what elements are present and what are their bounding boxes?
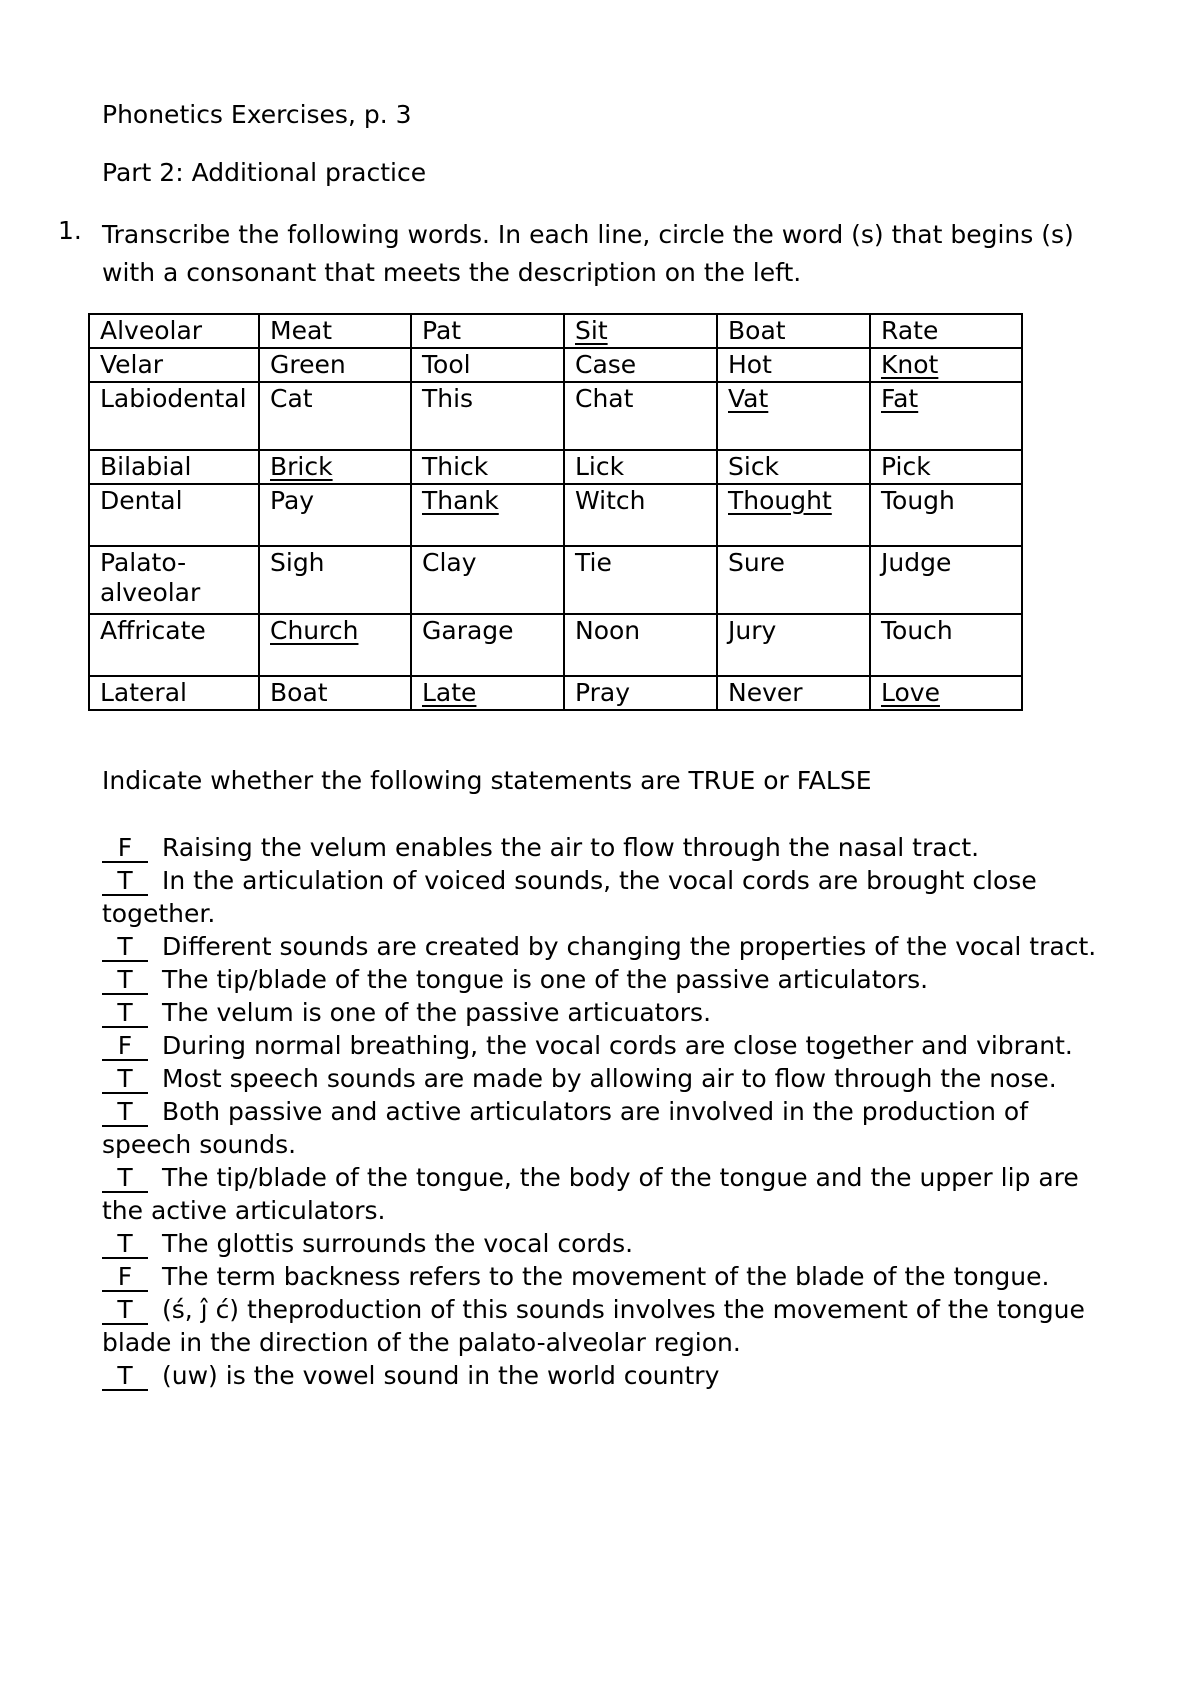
word-cell xyxy=(870,314,1022,348)
answer-blank[interactable]: T xyxy=(102,1231,148,1259)
word-cell xyxy=(717,614,870,676)
statement-text: The velum is one of the passive articuators. xyxy=(162,998,712,1027)
table-row xyxy=(89,546,1022,614)
word: Boat xyxy=(728,316,786,345)
word: Brick xyxy=(270,452,333,481)
row-label: Dental xyxy=(89,484,259,546)
word: Clay xyxy=(422,548,477,577)
answer-blank[interactable]: T xyxy=(102,868,148,896)
answer-blank[interactable]: T xyxy=(102,1297,148,1325)
statement xyxy=(102,1293,1102,1359)
statement xyxy=(102,930,1102,963)
word: Late xyxy=(422,678,477,707)
word-cell xyxy=(717,484,870,546)
statement-text: In the articulation of voiced sounds, the vocal cords are brought close together. xyxy=(102,866,1037,928)
table-row xyxy=(89,450,1022,484)
word: Thought xyxy=(728,486,832,515)
word-cell xyxy=(259,382,411,450)
word-cell xyxy=(259,546,411,614)
word: Hot xyxy=(728,350,772,379)
word: Thank xyxy=(422,486,499,515)
word: Tough xyxy=(881,486,955,515)
word-cell xyxy=(411,314,564,348)
word: Fat xyxy=(881,384,919,413)
word: Pay xyxy=(270,486,315,515)
word: Rate xyxy=(881,316,939,345)
word-cell xyxy=(870,614,1022,676)
statement-text: (uw) is the vowel sound in the world country xyxy=(162,1361,720,1390)
statement xyxy=(102,963,1102,996)
answer-blank[interactable]: T xyxy=(102,934,148,962)
row-label: Palato-alveolar xyxy=(89,546,259,614)
part-heading: Part 2: Additional practice xyxy=(102,158,427,187)
row-label: Alveolar xyxy=(89,314,259,348)
statement xyxy=(102,831,1102,864)
word-cell xyxy=(717,546,870,614)
table-row xyxy=(89,382,1022,450)
word-cell xyxy=(717,382,870,450)
word-cell xyxy=(564,484,717,546)
word: Noon xyxy=(575,616,641,645)
word-cell xyxy=(259,676,411,710)
statement-text: The tip/blade of the tongue is one of the passive articulators. xyxy=(162,965,929,994)
statement xyxy=(102,1359,1102,1392)
statement xyxy=(102,1260,1102,1293)
true-false-heading: Indicate whether the following statements are TRUE or FALSE xyxy=(102,766,872,795)
answer-blank[interactable]: T xyxy=(102,1066,148,1094)
word-cell xyxy=(870,348,1022,382)
word-cell xyxy=(870,484,1022,546)
table-row xyxy=(89,676,1022,710)
word: This xyxy=(422,384,474,413)
word-cell xyxy=(564,382,717,450)
word: Sure xyxy=(728,548,785,577)
word-cell xyxy=(564,614,717,676)
word-cell xyxy=(411,614,564,676)
word: Pray xyxy=(575,678,631,707)
word: Tool xyxy=(422,350,471,379)
answer-blank[interactable]: F xyxy=(102,835,148,863)
word-cell xyxy=(259,314,411,348)
statement xyxy=(102,1161,1102,1227)
statement-text: Raising the velum enables the air to flow through the nasal tract. xyxy=(162,833,980,862)
row-label: Labiodental xyxy=(89,382,259,450)
word: Touch xyxy=(881,616,953,645)
word: Love xyxy=(881,678,940,707)
word: Boat xyxy=(270,678,328,707)
statement xyxy=(102,996,1102,1029)
word-cell xyxy=(717,314,870,348)
word: Knot xyxy=(881,350,939,379)
word: Tie xyxy=(575,548,612,577)
answer-blank[interactable]: T xyxy=(102,1000,148,1028)
word: Church xyxy=(270,616,359,645)
word: Judge xyxy=(881,548,952,577)
answer-blank[interactable]: T xyxy=(102,1099,148,1127)
word-cell xyxy=(564,546,717,614)
word: Pick xyxy=(881,452,931,481)
consonant-table xyxy=(88,313,1023,711)
statement xyxy=(102,1227,1102,1260)
statement-text: The term backness refers to the movement of the blade of the tongue. xyxy=(162,1262,1050,1291)
statement-text: The tip/blade of the tongue, the body of the tongue and the upper lip are the active articulators. xyxy=(102,1163,1079,1225)
word-cell xyxy=(870,546,1022,614)
answer-blank[interactable]: F xyxy=(102,1264,148,1292)
row-label: Bilabial xyxy=(89,450,259,484)
word: Pat xyxy=(422,316,462,345)
word-cell xyxy=(564,676,717,710)
word: Garage xyxy=(422,616,514,645)
statement xyxy=(102,1029,1102,1062)
row-label: Affricate xyxy=(89,614,259,676)
word-cell xyxy=(259,348,411,382)
page-title: Phonetics Exercises, p. 3 xyxy=(102,100,412,129)
answer-blank[interactable]: F xyxy=(102,1033,148,1061)
word: Vat xyxy=(728,384,769,413)
word-cell xyxy=(870,450,1022,484)
word: Witch xyxy=(575,486,646,515)
statement-text: During normal breathing, the vocal cords are close together and vibrant. xyxy=(162,1031,1073,1060)
question-number: 1. xyxy=(58,216,82,245)
word-cell xyxy=(564,348,717,382)
word: Cat xyxy=(270,384,313,413)
word: Chat xyxy=(575,384,634,413)
row-label: Lateral xyxy=(89,676,259,710)
table-row xyxy=(89,348,1022,382)
question-text: Transcribe the following words. In each line, circle the word (s) that begins (s) with a consonant that meets the description on the left. xyxy=(102,220,1074,287)
statement-list xyxy=(102,831,1102,1392)
word: Green xyxy=(270,350,346,379)
word-cell xyxy=(259,450,411,484)
word-cell xyxy=(870,676,1022,710)
word: Lick xyxy=(575,452,625,481)
statement-text: Most speech sounds are made by allowing air to flow through the nose. xyxy=(162,1064,1057,1093)
table-row xyxy=(89,314,1022,348)
statement-text: Both passive and active articulators are involved in the production of speech sounds. xyxy=(102,1097,1029,1159)
statement-text: Different sounds are created by changing the properties of the vocal tract. xyxy=(162,932,1097,961)
word-cell xyxy=(411,676,564,710)
word: Case xyxy=(575,350,637,379)
word-cell xyxy=(717,676,870,710)
word: Sick xyxy=(728,452,780,481)
answer-blank[interactable]: T xyxy=(102,1165,148,1193)
statement xyxy=(102,1062,1102,1095)
word: Meat xyxy=(270,316,333,345)
statement-text: (ś, ĵ ć) theproduction of this sounds involves the movement of the tongue blade in the direction of the palato-alveolar region. xyxy=(102,1295,1085,1357)
word: Never xyxy=(728,678,803,707)
word-cell xyxy=(564,314,717,348)
word-cell xyxy=(411,348,564,382)
word-cell xyxy=(411,484,564,546)
word-cell xyxy=(564,450,717,484)
word: Thick xyxy=(422,452,489,481)
word-cell xyxy=(411,546,564,614)
word-cell xyxy=(870,382,1022,450)
word-cell xyxy=(259,614,411,676)
table-row xyxy=(89,484,1022,546)
answer-blank[interactable]: T xyxy=(102,967,148,995)
row-label: Velar xyxy=(89,348,259,382)
table-row xyxy=(89,614,1022,676)
word: Sit xyxy=(575,316,608,345)
word-cell xyxy=(411,382,564,450)
statement xyxy=(102,864,1102,930)
word: Jury xyxy=(728,616,777,645)
statement xyxy=(102,1095,1102,1161)
word-cell xyxy=(259,484,411,546)
word-cell xyxy=(717,450,870,484)
word-cell xyxy=(717,348,870,382)
word: Sigh xyxy=(270,548,325,577)
answer-blank[interactable]: T xyxy=(102,1363,148,1391)
word-cell xyxy=(411,450,564,484)
statement-text: The glottis surrounds the vocal cords. xyxy=(162,1229,634,1258)
